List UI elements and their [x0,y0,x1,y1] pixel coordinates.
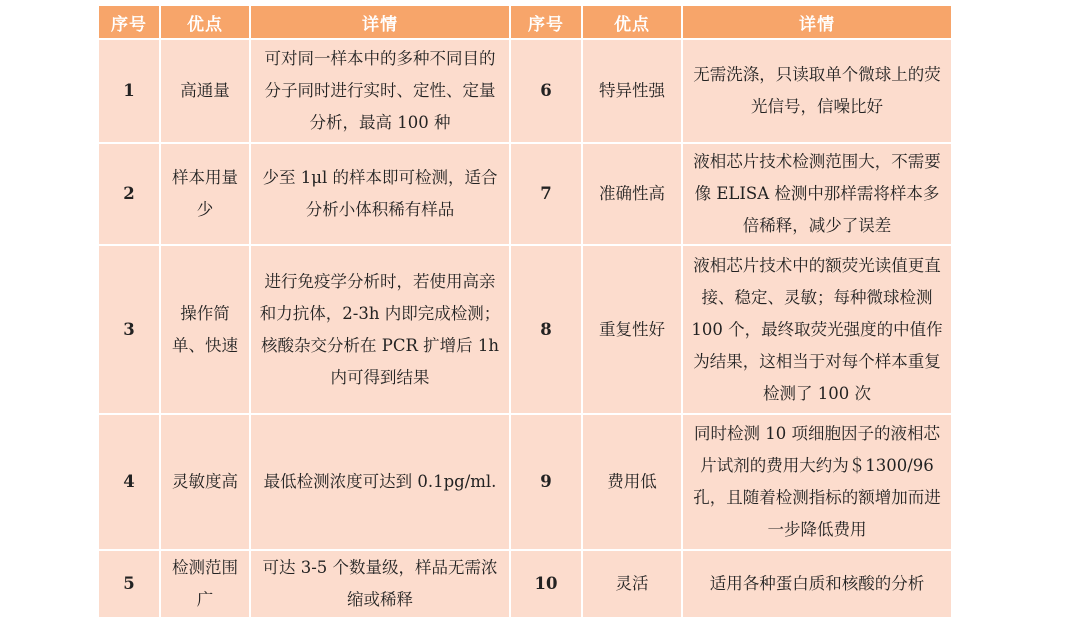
header-advantage-right: 优点 [582,5,682,39]
row-index: 8 [510,245,582,414]
row-advantage: 重复性好 [582,245,682,414]
row-detail: 最低检测浓度可达到 0.1pg/ml. [250,414,510,550]
row-advantage: 检测范围广 [160,550,250,618]
row-index: 9 [510,414,582,550]
row-index: 5 [98,550,160,618]
row-detail: 可对同一样本中的多种不同目的分子同时进行实时、定性、定量分析，最高 100 种 [250,39,510,143]
row-detail: 进行免疫学分析时，若使用高亲和力抗体，2-3h 内即完成检测；核酸杂交分析在 PCR 扩增后 1h 内可得到结果 [250,245,510,414]
row-detail: 液相芯片技术检测范围大，不需要像 ELISA 检测中那样需将样本多倍稀释，减少了误差 [682,143,952,245]
row-index: 1 [98,39,160,143]
row-advantage: 费用低 [582,414,682,550]
row-detail: 适用各种蛋白质和核酸的分析 [682,550,952,618]
table-row [98,414,952,550]
table-row [98,143,952,245]
row-advantage: 高通量 [160,39,250,143]
row-index: 10 [510,550,582,618]
row-detail: 液相芯片技术中的额荧光读值更直接、稳定、灵敏；每种微球检测 100 个，最终取荧光强度的中值作为结果，这相当于对每个样本重复检测了 100 次 [682,245,952,414]
row-advantage: 灵活 [582,550,682,618]
header-index-left: 序号 [98,5,160,39]
table-row [98,550,952,618]
row-index: 6 [510,39,582,143]
table-row [98,39,952,143]
header-detail-left: 详情 [250,5,510,39]
row-detail: 无需洗涤，只读取单个微球上的荧光信号，信噪比好 [682,39,952,143]
table-row [98,245,952,414]
row-index: 3 [98,245,160,414]
row-detail: 可达 3-5 个数量级，样品无需浓缩或稀释 [250,550,510,618]
row-detail: 少至 1μl 的样本即可检测，适合分析小体积稀有样品 [250,143,510,245]
row-advantage: 特异性强 [582,39,682,143]
row-advantage: 准确性高 [582,143,682,245]
row-index: 4 [98,414,160,550]
header-row [98,5,952,39]
row-index: 7 [510,143,582,245]
header-detail-right: 详情 [682,5,952,39]
advantages-table [97,4,953,619]
row-detail: 同时检测 10 项细胞因子的液相芯片试剂的费用大约为＄1300/96 孔，且随着检测指标的额增加而进一步降低费用 [682,414,952,550]
row-advantage: 灵敏度高 [160,414,250,550]
header-index-right: 序号 [510,5,582,39]
header-advantage-left: 优点 [160,5,250,39]
row-advantage: 样本用量少 [160,143,250,245]
row-advantage: 操作简单、快速 [160,245,250,414]
row-index: 2 [98,143,160,245]
